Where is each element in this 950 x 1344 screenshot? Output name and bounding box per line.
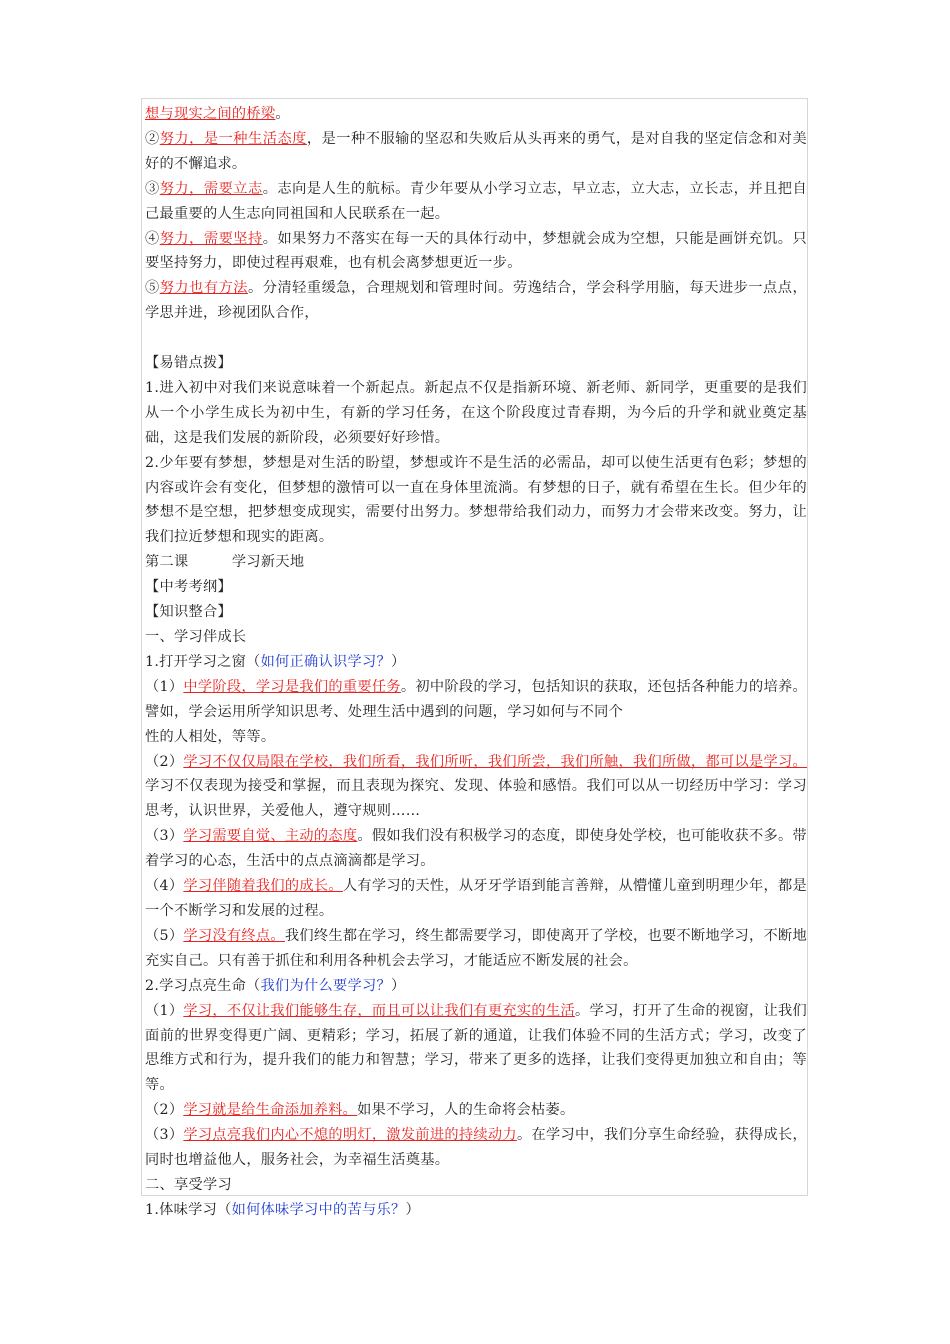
body-text: 【中考考纲】 xyxy=(145,579,232,596)
body-text: 1.体味学习（ xyxy=(145,1201,232,1218)
paragraph xyxy=(145,575,807,600)
body-text: 学习不仅表现为接受和掌握，而且表现为探究、发现、体验和感悟。我们可以从一切经历中学习：学习思考，认识世界，关爱他人，遵守规则…… xyxy=(145,778,807,820)
paragraph xyxy=(145,177,807,227)
paragraph xyxy=(145,276,807,326)
body-text: 。学习，打开了生命的视窗，让我们面前的世界变得更广阔、更精彩；学习，拓展了新的通道，让我们体验不同的生活方式；学习，改变了思维方式和行为，提升我们的能力和智慧；学习，带来了更多的选择，让我们变得更加独立和自由；等等。 xyxy=(145,1002,807,1094)
key-point-text: 努力，需要坚持 xyxy=(159,230,263,247)
body-text: 人有学习的天性，从牙牙学语到能言善辩，从懵懂儿童到明理少年，都是一个不断学习和发展的过程。 xyxy=(145,878,807,919)
body-text: （2） xyxy=(145,753,184,770)
key-point-text: 学习，不仅让我们能够生存，而且可以让我们有更充实的生活 xyxy=(183,1002,575,1019)
paragraph xyxy=(145,675,807,725)
body-text: ⑤ xyxy=(145,280,160,297)
body-text: 1.打开学习之窗（ xyxy=(145,653,261,670)
paragraph xyxy=(145,1123,807,1173)
paragraph xyxy=(145,650,807,675)
body-text: ③ xyxy=(145,180,160,197)
body-text: 。假如我们没有积极学习的态度，即使身处学校，也可能收获不多。带着学习的心态，生活中的点点滴滴都是学习。 xyxy=(145,828,807,870)
paragraph xyxy=(145,999,807,1099)
paragraph xyxy=(145,974,807,999)
paragraph xyxy=(145,351,807,376)
question-text: 如何体味学习中的苦与乐？ xyxy=(231,1201,406,1218)
body-text: 。 xyxy=(275,106,290,122)
body-text: ④ xyxy=(145,230,160,247)
body-text: ） xyxy=(405,1201,420,1218)
document-body xyxy=(145,102,807,1223)
key-point-text: 努力，是一种生活态度 xyxy=(159,130,307,147)
body-text: （2） xyxy=(145,1102,184,1119)
paragraph xyxy=(145,376,807,451)
body-text: 性的人相处，等等。 xyxy=(145,728,276,745)
blank-line xyxy=(145,326,807,351)
body-text: 我们终生都在学习，终生都需要学习，即使离开了学校，也要不断地学习，不断地充实自己。只有善于抓住和利用各种机会去学习，才能适应不断发展的社会。 xyxy=(145,927,807,969)
body-text: （1） xyxy=(145,1002,184,1019)
body-text: （5） xyxy=(145,927,184,944)
body-text: （3） xyxy=(145,828,184,845)
key-point-text: 努力也有方法 xyxy=(159,280,249,297)
key-point-text: 学习就是给生命添加养料。 xyxy=(183,1102,358,1119)
body-text: ② xyxy=(145,130,160,147)
body-text: 。在学习中，我们分享生命经验，获得成长，同时也增益他人，服务社会，为幸福生活奠基。 xyxy=(145,1127,807,1169)
body-text: 【知识整合】 xyxy=(145,604,232,621)
body-text: 。分清轻重缓急，合理规划和管理时间。劳逸结合，学会科学用脑，每天进步一点点，学思并进，珍视团队合作， xyxy=(145,280,807,322)
paragraph xyxy=(145,102,807,127)
body-text: 。如果努力不落实在每一天的具体行动中，梦想就会成为空想，只能是画饼充饥。只要坚持努力，即使过程再艰难，也有机会离梦想更近一步。 xyxy=(145,230,807,272)
key-point-text: 想与现实之间的桥梁 xyxy=(145,106,276,122)
body-text: ） xyxy=(390,653,406,670)
paragraph xyxy=(145,550,807,575)
paragraph xyxy=(145,227,807,277)
paragraph xyxy=(145,625,807,650)
body-text: 二、享受学习 xyxy=(145,1176,232,1193)
key-point-text: 中学阶段，学习是我们的重要任务 xyxy=(183,678,401,695)
body-text: ） xyxy=(390,977,406,994)
body-text: 第二课 学习新天地 xyxy=(145,554,305,571)
body-text: 。初中阶段的学习，包括知识的获取，还包括各种能力的培养。譬如，学会运用所学知识思考、处理生活中遇到的问题，学习如何与不同个 xyxy=(145,678,807,720)
key-point-text: 学习需要自觉、主动的态度 xyxy=(183,828,358,845)
key-point-text: 学习没有终点。 xyxy=(183,927,285,944)
body-text: 一、学习伴成长 xyxy=(145,629,247,646)
paragraph xyxy=(145,750,807,825)
body-text: 【易错点拨】 xyxy=(145,355,232,372)
paragraph xyxy=(145,1173,807,1198)
body-text: ，是一种不服输的坚忍和失败后从头再来的勇气，是对自我的坚定信念和对美好的不懈追求。 xyxy=(145,130,807,172)
key-point-text: 学习不仅仅局限在学校，我们所看，我们所听，我们所尝，我们所触，我们所做，都可以是学习。 xyxy=(183,753,807,770)
paragraph xyxy=(145,1098,807,1123)
paragraph xyxy=(145,451,807,551)
body-text: （3） xyxy=(145,1127,184,1144)
body-text: 1.进入初中对我们来说意味着一个新起点。新起点不仅是指新环境、新老师、新同学，更重要的是我们从一个小学生成长为初中生，有新的学习任务，在这个阶段度过青春期，为今后的升学和就业奠定基础，这是我们发展的新阶段，必须要好好珍惜。 xyxy=(145,379,807,446)
paragraph xyxy=(145,874,807,924)
paragraph xyxy=(145,1198,807,1223)
body-text: 2.少年要有梦想，梦想是对生活的盼望，梦想或许不是生活的必需品，却可以使生活更有色彩；梦想的内容或许会有变化，但梦想的激情可以一直在身体里流淌。有梦想的日子，就有希望在生长。但少年的梦想不是空想，把梦想变成现实，需要付出努力。梦想带给我们动力，而努力才会带来改变。努力，让我们拉近梦想和现实的距离。 xyxy=(145,454,807,546)
body-text: 2.学习点亮生命（ xyxy=(145,977,261,994)
body-text: 如果不学习，人的生命将会枯萎。 xyxy=(357,1102,575,1119)
paragraph xyxy=(145,924,807,974)
paragraph xyxy=(145,824,807,874)
key-point-text: 学习伴随着我们的成长。 xyxy=(183,878,343,895)
body-text: （1） xyxy=(145,678,184,695)
paragraph xyxy=(145,725,807,750)
question-text: 如何正确认识学习？ xyxy=(260,653,391,670)
paragraph xyxy=(145,600,807,625)
key-point-text: 学习点亮我们内心不熄的明灯，激发前进的持续动力 xyxy=(183,1127,517,1144)
body-text: （4） xyxy=(145,878,184,895)
key-point-text: 努力，需要立志 xyxy=(159,180,263,197)
paragraph xyxy=(145,127,807,177)
body-text: 。志向是人生的航标。青少年要从小学习立志，早立志，立大志，立长志，并且把自己最重要的人生志向同祖国和人民联系在一起。 xyxy=(145,180,807,222)
question-text: 我们为什么要学习？ xyxy=(260,977,391,994)
